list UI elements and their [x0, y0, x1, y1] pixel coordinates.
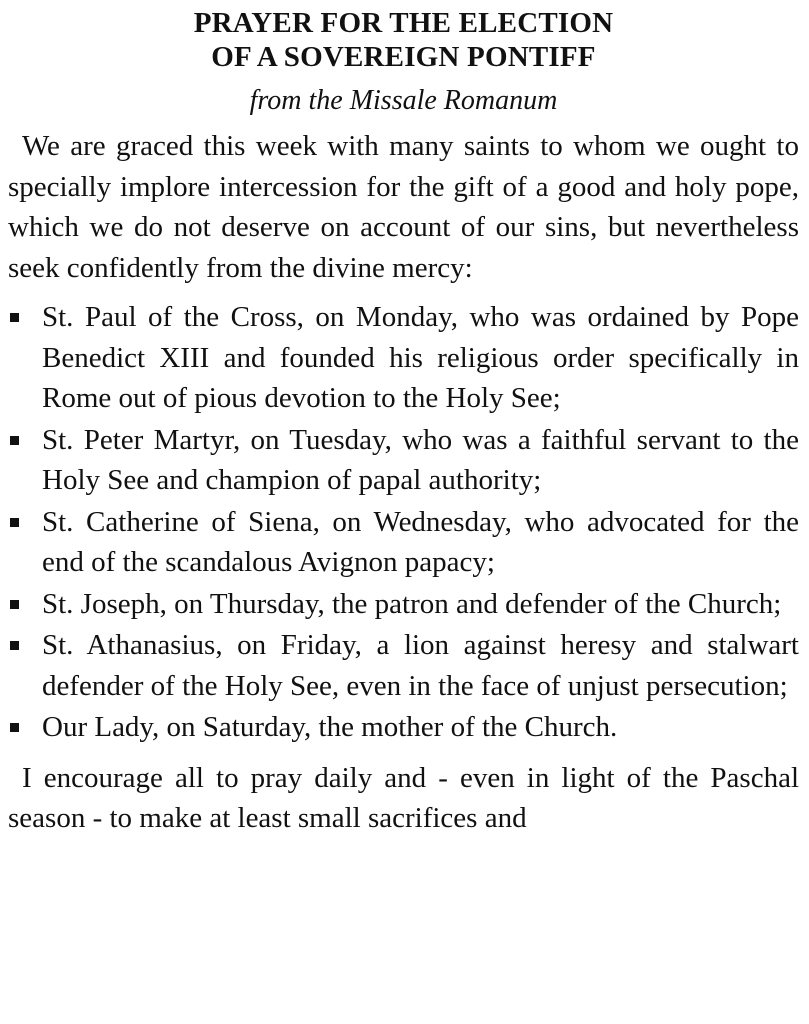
list-item-text: St. Joseph, on Thursday, the patron and defender of the Church; [42, 587, 782, 620]
list-item-text: St. Peter Martyr, on Tuesday, who was a faithful servant to the Holy See and champion of papal authority; [42, 423, 799, 496]
bullet-square-icon [10, 313, 19, 322]
title-line-1: PRAYER FOR THE ELECTION [193, 7, 614, 39]
page-title [8, 6, 799, 74]
list-item-text: St. Athanasius, on Friday, a lion against heresy and stalwart defender of the Holy See, even in the face of unjust persecution; [42, 629, 799, 702]
list-item [8, 584, 799, 625]
title-line-2: OF A SOVEREIGN PONTIFF [211, 41, 596, 73]
list-item [8, 297, 799, 419]
list-item [8, 707, 799, 748]
bullet-square-icon [10, 600, 19, 609]
bullet-square-icon [10, 641, 19, 650]
intro-paragraph: We are graced this week with many saints to whom we ought to specially implore intercession for the gift of a good and holy pope, which we do not deserve on account of our sins, but nevertheless seek confidently from the divine mercy: [8, 130, 799, 284]
list-item [8, 625, 799, 706]
bullet-square-icon [10, 723, 19, 732]
bullet-square-icon [10, 518, 19, 527]
list-item [8, 420, 799, 501]
list-item-text: St. Catherine of Siena, on Wednesday, who advocated for the end of the scandalous Avignon papacy; [42, 505, 799, 578]
list-item-text: Our Lady, on Saturday, the mother of the Church. [42, 711, 618, 743]
bullet-square-icon [10, 436, 19, 445]
list-item [8, 502, 799, 583]
page-subtitle: from the Missale Romanum [249, 85, 558, 116]
list-item-text: St. Paul of the Cross, on Monday, who was ordained by Pope Benedict XIII and founded his religious order specifically in Rome out of pious devotion to the Holy See; [42, 301, 799, 414]
saints-list [8, 297, 799, 748]
closing-paragraph: I encourage all to pray daily and - even in light of the Paschal season - to make at least small sacrifices and [8, 761, 799, 834]
